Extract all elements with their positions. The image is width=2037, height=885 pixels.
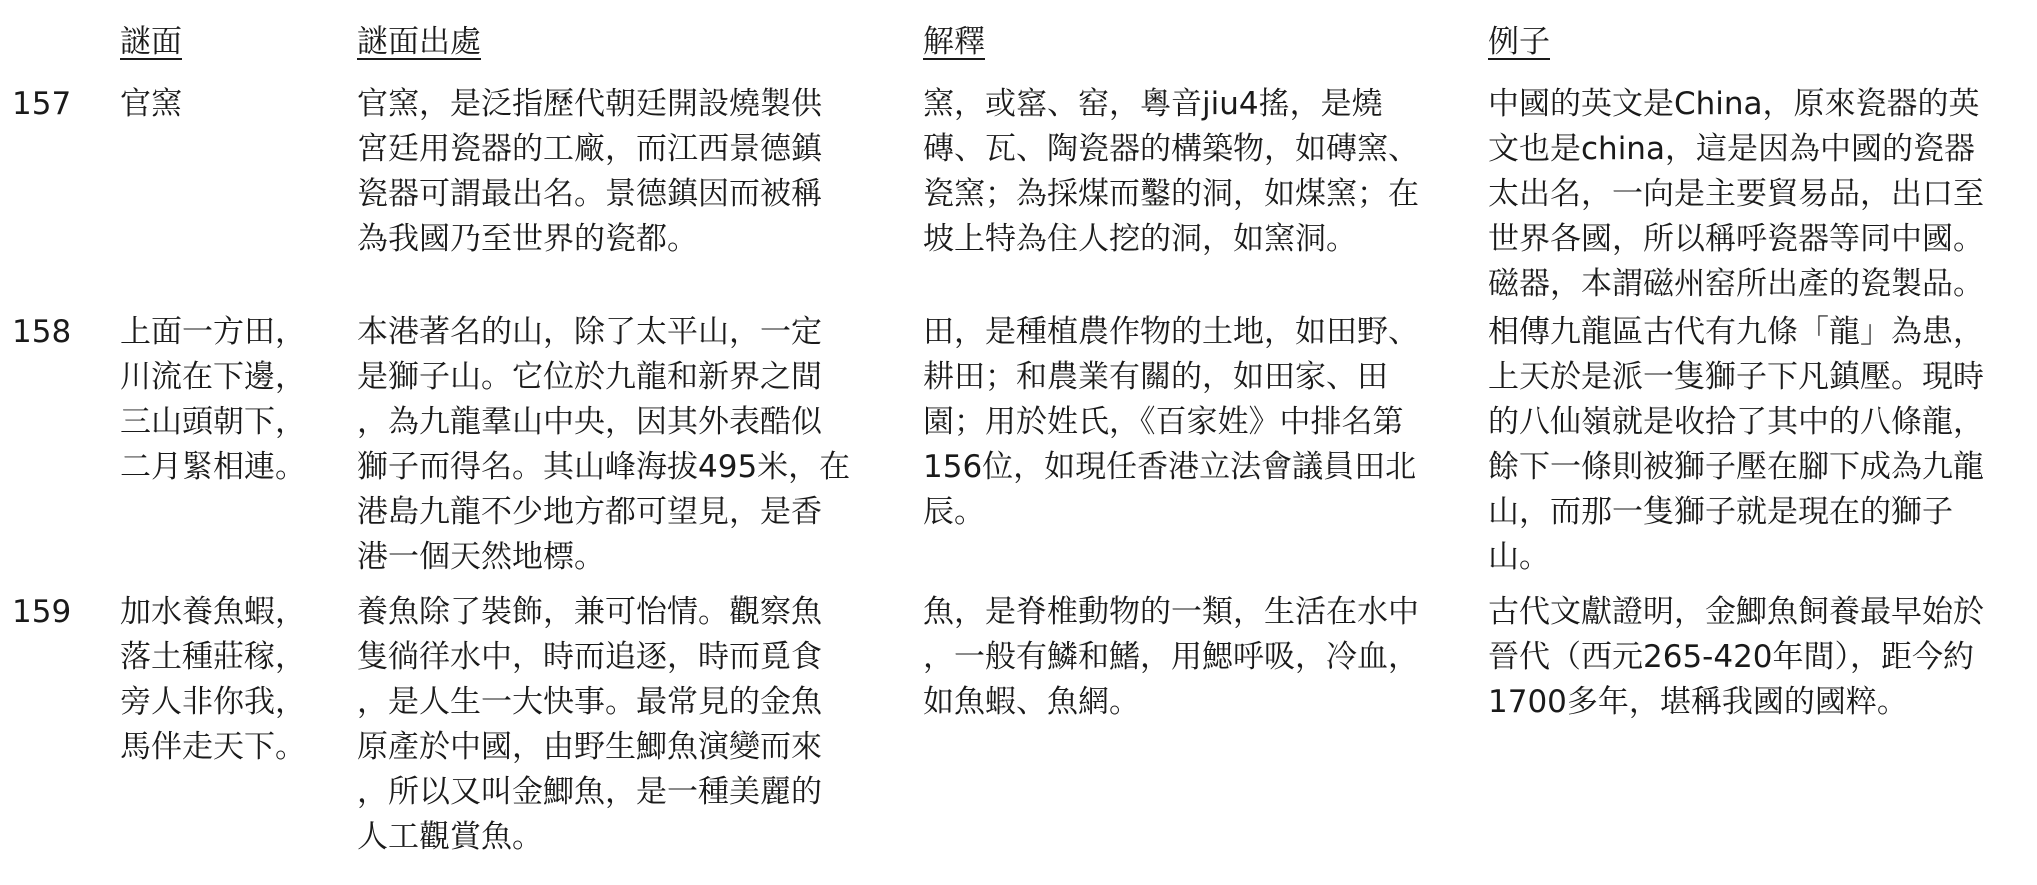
riddle-source: 官窯，是泛指歷代朝廷開設燒製供 宮廷用瓷器的工廠，而江西景德鎮 瓷器可謂最出名。景德鎮因而被稱 為我國乃至世界的瓷都。 xyxy=(357,86,822,257)
riddle-explanation: 窯，或窰、窑，粵音jiu4搖，是燒 磚、瓦、陶瓷器的構築物，如磚窯、 瓷窯；為採煤而鑿的洞，如煤窯；在 坡上特為住人挖的洞，如窯洞。 xyxy=(923,86,1419,257)
riddle-example: 中國的英文是China，原來瓷器的英 文也是china，這是因為中國的瓷器 太出名，一向是主要貿易品，出口至 世界各國，所以稱呼瓷器等同中國。 磁器，本謂磁州窑所出產的瓷製品。 xyxy=(1488,86,1984,302)
riddle-text: 官窯 xyxy=(120,86,182,122)
riddle-explanation: 魚，是脊椎動物的一類，生活在水中 ，一般有鱗和鰭，用鰓呼吸，冷血， 如魚蝦、魚網。 xyxy=(923,594,1419,720)
row-number: 159 xyxy=(12,594,72,630)
riddle-source: 本港著名的山，除了太平山，一定 是獅子山。它位於九龍和新界之間 ，為九龍羣山中央，因其外表酷似 獅子而得名。其山峰海拔495米，在 港島九龍不少地方都可望見，是香 港一個天然地標。 xyxy=(357,314,851,575)
riddle-explanation: 田，是種植農作物的土地，如田野、 耕田；和農業有關的，如田家、田 園；用於姓氏，《百家姓》中排名第 156位，如現任香港立法會議員田北 辰。 xyxy=(923,314,1419,530)
table-header xyxy=(0,18,2037,68)
riddle-text: 加水養魚蝦， 落土種莊稼， 旁人非你我， 馬伴走天下。 xyxy=(120,594,306,765)
header-source: 謎面出處 xyxy=(357,24,481,60)
riddle-source: 養魚除了裝飾，兼可怡情。觀察魚 隻徜徉水中，時而追逐，時而覓食 ，是人生一大快事。最常見的金魚 原產於中國，由野生鯽魚演變而來 ，所以又叫金鯽魚，是一種美麗的 人工觀賞魚。 xyxy=(357,594,822,855)
header-example: 例子 xyxy=(1488,24,1550,60)
header-riddle: 謎面 xyxy=(120,24,182,60)
header-explanation: 解釋 xyxy=(923,24,985,60)
row-number: 158 xyxy=(12,314,72,350)
riddle-example: 相傳九龍區古代有九條「龍」為患， 上天於是派一隻獅子下凡鎮壓。現時 的八仙嶺就是收拾了其中的八條龍， 餘下一條則被獅子壓在腳下成為九龍 山，而那一隻獅子就是現在的獅子 山。 xyxy=(1488,314,1984,575)
riddle-text: 上面一方田， 川流在下邊， 三山頭朝下， 二月緊相連。 xyxy=(120,314,306,485)
riddle-example: 古代文獻證明，金鯽魚飼養最早始於 晉代（西元265-420年間），距今約 1700多年，堪稱我國的國粹。 xyxy=(1488,594,1984,720)
row-number: 157 xyxy=(12,86,72,122)
